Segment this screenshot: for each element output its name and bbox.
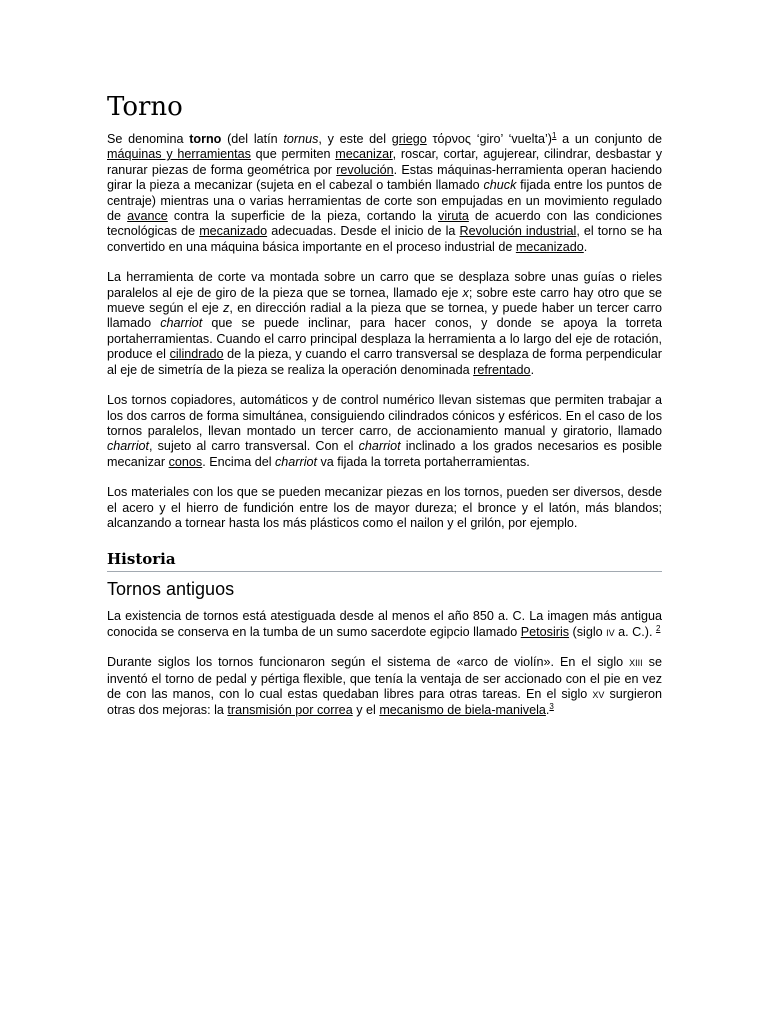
text: τόρνος ‘giro’ ‘vuelta’): [426, 132, 552, 146]
italic-term: charriot: [160, 316, 203, 331]
text: . Estas máquinas-herramienta operan haciendo girar la pieza a mecanizar (sujeta en el cabezal o también llamado: [107, 162, 662, 193]
text: de la pieza, y cuando el carro transversal se desplaza de forma perpendicular al eje de simetría de la pieza se realiza la operación denominada: [107, 347, 663, 377]
link-mecanismo-biela-manivela[interactable]: mecanismo de biela-manivela: [379, 703, 546, 718]
text: Durante siglos los tornos funcionaron según el sistema de «arco de violín». En el siglo: [107, 655, 630, 670]
text: .: [545, 703, 550, 718]
paragraph-copiadores: [107, 393, 662, 470]
link-cilindrado[interactable]: cilindrado: [169, 347, 224, 362]
reference-link[interactable]: 1: [551, 130, 557, 140]
text: va fijada la torreta portaherramientas.: [317, 454, 530, 469]
article: [107, 90, 662, 734]
century-numeral: XV: [592, 689, 605, 700]
text: , roscar, cortar, agujerear, cilindrar, desbastar y ranurar piezas de forma geométrica por: [107, 147, 662, 177]
century-numeral: IV: [606, 627, 615, 638]
italic-term: z: [223, 301, 230, 316]
reference-link[interactable]: 2: [655, 623, 661, 633]
text: , sujeto al carro transversal. Con el: [149, 439, 359, 454]
text: y el: [352, 703, 380, 718]
text: (siglo: [569, 624, 607, 639]
link-refrentado[interactable]: refrentado: [473, 362, 531, 377]
intro-paragraph: [107, 132, 662, 255]
section-heading-historia: Historia: [107, 549, 662, 572]
text: que se puede inclinar, para hacer conos, y donde se apoya la torreta portaherramientas. Cuando el carro principal desplaza la herramienta a lo largo del eje de rotación, produce el: [107, 316, 662, 362]
paragraph-siglos: [107, 655, 662, 719]
link-revolucion-industrial[interactable]: Revolución industrial: [459, 224, 577, 239]
text: de acuerdo con las condiciones tecnológicas de: [107, 209, 662, 239]
link-viruta[interactable]: viruta: [438, 209, 469, 224]
italic-term: x: [462, 285, 469, 300]
link-petosiris[interactable]: Petosiris: [520, 624, 570, 639]
text: a un conjunto de: [556, 132, 662, 146]
reference-link[interactable]: 3: [549, 702, 554, 712]
text: .: [583, 239, 588, 254]
link-mecanizado[interactable]: mecanizado: [199, 224, 268, 239]
text: La herramienta de corte va montada sobre un carro que se desplaza sobre unas guías o rieles paralelos al eje de giro de la pieza que se tornea, llamado eje: [107, 270, 662, 300]
italic-term: charriot: [358, 439, 401, 454]
text: fijada entre los puntos de centraje) mientras una o varias herramientas de corte son empujadas en un movimiento regulado de: [107, 178, 662, 224]
paragraph-materiales: Los materiales con los que se pueden mecanizar piezas en los tornos, pueden ser diversos, desde el acero y el hierro de fundición entre los de mayor dureza; el bronce y el latón, más blandos; alcanzando a tornear hasta los más plásticos como el nailon y el grilón, por ejemplo.: [107, 485, 662, 530]
text: , el torno se ha convertido en una máquina básica importante en el proceso industrial de: [107, 224, 662, 254]
link-maquinas-herramientas[interactable]: máquinas y herramientas: [107, 147, 251, 162]
text: adecuadas. Desde el inicio de la: [267, 224, 460, 239]
italic-term: tornus: [283, 132, 319, 146]
link-mecanizado[interactable]: mecanizado: [515, 239, 584, 254]
text: La existencia de tornos está atestiguada desde al menos el año 850 a. C. La imagen más antigua conocida se conserva en la tumba de un sumo sacerdote egipcio llamado: [107, 609, 662, 639]
italic-term: charriot: [275, 454, 317, 469]
italic-term: charriot: [107, 439, 149, 454]
text: a. C.).: [614, 624, 656, 639]
text: , y este del: [318, 132, 392, 146]
link-conos[interactable]: conos: [168, 454, 203, 469]
text: contra la superficie de la pieza, cortando la: [167, 209, 439, 224]
century-numeral: XIII: [629, 658, 643, 669]
text: .: [530, 362, 535, 377]
text: Se denomina: [107, 132, 190, 146]
bold-term: torno: [189, 132, 222, 146]
link-revolucion[interactable]: revolución: [336, 162, 394, 177]
text: se inventó el torno de pedal y pértiga flexible, que tenía la ventaja de ser accionado con el pie en vez de con las manos, con lo cual estas quedaban libres para otras tareas. En el siglo: [107, 655, 662, 701]
page-title: Torno: [107, 92, 183, 122]
text: Los tornos copiadores, automáticos y de control numérico llevan sistemas que permiten trabajar a los dos carros de forma simultánea, consiguiendo cilindrados cónicos y esféricos. En el caso de los tornos paralelos, llevan montado un tercer carro, de accionamiento manual y giratorio, llamado: [107, 393, 662, 438]
link-mecanizar[interactable]: mecanizar: [335, 147, 393, 162]
text: (del latín: [221, 132, 284, 146]
text: . Encima del: [202, 454, 275, 469]
link-avance[interactable]: avance: [127, 209, 168, 224]
text: que permiten: [250, 147, 336, 162]
text: ; sobre este carro hay otro que se mueve según el eje: [107, 285, 662, 316]
text: , en dirección radial a la pieza que se tornea, y puede haber un tercer carro llamado: [107, 301, 663, 331]
link-transmision-por-correa[interactable]: transmisión por correa: [227, 703, 353, 718]
paragraph-carros: [107, 270, 662, 378]
text: surgieron otras dos mejoras: la: [107, 686, 662, 718]
subsection-heading-tornos-antiguos: Tornos antiguos: [107, 579, 235, 600]
text: inclinado a los grados necesarios es posible mecanizar: [107, 439, 662, 469]
italic-term: chuck: [483, 178, 517, 193]
paragraph-existencia: [107, 609, 662, 641]
link-griego[interactable]: griego: [391, 132, 427, 146]
